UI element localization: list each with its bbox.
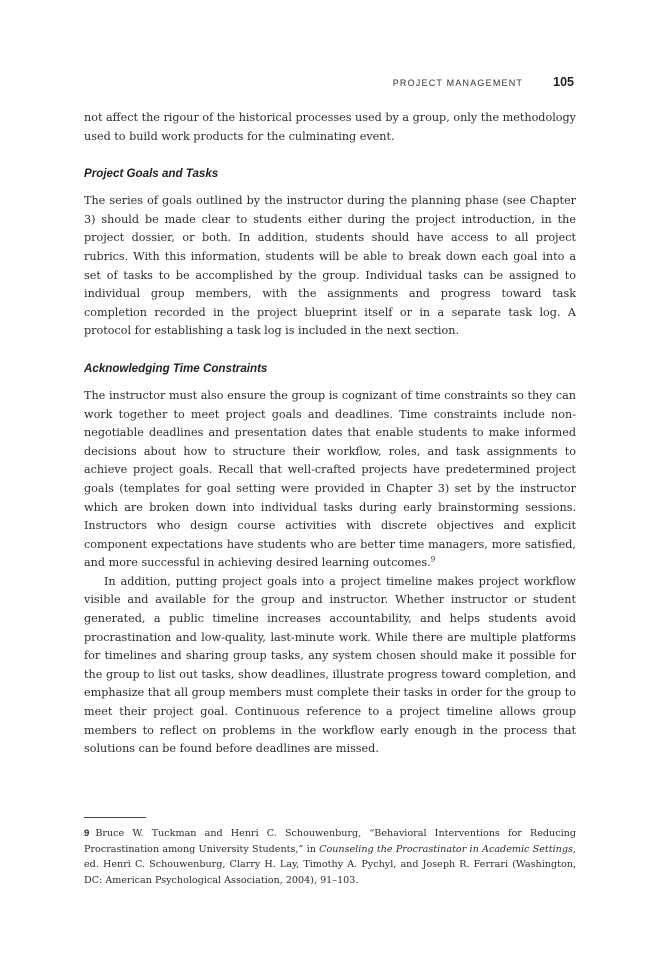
paragraph-timeline: In addition, putting project goals into a project timeline makes project workflow visible and available for the group and instructor. Whether instructor or student generated, a public timeline increases accountability, and helps students avoid procrastination and low-quality, last-minute work. While there are multiple platforms for timelines and sharing group tasks, any system chosen should make it possible for the group to list out tasks, show deadlines, illustrate progress toward completion, and emphasize that all group members must complete their tasks in order for the group to meet their project goal. Continuous reference to a project timeline allows group members to reflect on problems in the workflow early enough in the process that solutions can be found before deadlines are missed. [84, 574, 576, 756]
footnote-text-after: , ed. Henri C. Schouwenburg, Clarry H. Lay, Timothy A. Pychyl, and Joseph R. Ferrari (Washington, DC: American Psychological Association, 2004), 91–103. [84, 843, 576, 886]
footnote-number: 9 [84, 828, 90, 839]
body-text [84, 109, 576, 759]
paragraph-goals: The series of goals outlined by the instructor during the planning phase (see Chapter 3) should be made clear to students either during the project introduction, in the project dossier, or both. In addition, students should have access to all project rubrics. With this information, students will be able to break down each goal into a set of tasks to be accomplished by the group. Individual tasks can be assigned to individual group members, with the assignments and progress toward task completion recorded in the project blueprint itself or in a separate task log. A protocol for establishing a task log is included in the next section. [84, 194, 576, 338]
paragraph-time-constraints-text: The instructor must also ensure the group is cognizant of time constraints so they can work together to meet project goals and deadlines. Time constraints include non-negotiable deadlines and presentation dates that enable students to make informed decisions about how to structure their workflow, roles, and task assignments to achieve project goals. Recall that well-crafted projects have predetermined project goals (templates for goal setting were provided in Chapter 3) set by the instructor which are broken down into individual tasks during early brainstorming sessions. Instructors who design course activities with discrete objectives and explicit component expectations have students who are better time managers, more satisfied, and more successful in achieving desired learning outcomes. [84, 388, 576, 570]
footnote-reference[interactable]: 9 [430, 555, 436, 564]
footnote-divider [84, 817, 146, 818]
footnote-text-before: Bruce W. Tuckman and Henri C. Schouwenburg, “Behavioral Interventions for Reducing Procrastination among University Students,” in [84, 828, 576, 855]
running-head [393, 75, 574, 89]
section-heading-time-constraints: Acknowledging Time Constraints [84, 361, 268, 375]
continued-paragraph: not affect the rigour of the historical processes used by a group, only the methodology used to build work products for the culminating event. [84, 111, 576, 143]
section-heading-goals: Project Goals and Tasks [84, 167, 219, 181]
running-title: PROJECT MANAGEMENT [392, 78, 524, 88]
footnote [84, 826, 576, 888]
page-number: 105 [553, 75, 574, 89]
footnote-book-title: Counseling the Procrastinator in Academic Settings [319, 843, 573, 855]
paragraph-time-constraints [84, 387, 576, 573]
